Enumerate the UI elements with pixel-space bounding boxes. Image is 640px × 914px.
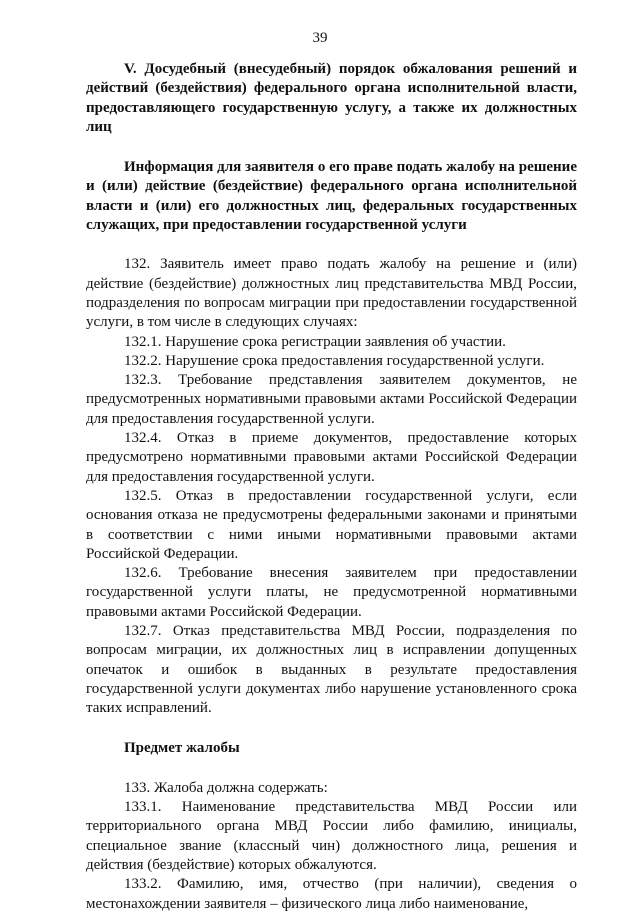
paragraph-133-1: 133.1. Наименование представительства МВД России или территориального органа МВД России либо фамилию, инициалы, специальное звание (классный чин) должностного лица, решения и действия (бездействие) которых обжалуются. [86,799,577,873]
complaint-subject-heading: Предмет жалобы [124,739,240,756]
paragraph-132: 132. Заявитель имеет право подать жалобу на решение и (или) действие (бездействие) должностных лиц представительства МВД России, подразделения по вопросам миграции при предоставлении государственной услуги, в том числе в следующих случаях: [86,256,577,331]
info-heading: Информация для заявителя о его праве подать жалобу на решение и (или) действие (бездействие) федерального органа исполнительной власти и (или) его должностных лиц, федеральных государственных служащих, при предоставлении государственной услуги [86,159,577,234]
paragraph-132-2: 132.2. Нарушение срока предоставления государственной услуги. [124,352,545,369]
section-heading: V. Досудебный (внесудебный) порядок обжалования решений и действий (бездействия) федерального органа исполнительной власти, предоставляющего государственную услугу, а также их должностных лиц [86,61,577,135]
paragraph-132-6: 132.6. Требование внесения заявителем при предоставлении государственной услуги платы, не предусмотренной нормативными правовыми актами Российской Федерации. [86,565,577,620]
paragraph-132-4: 132.4. Отказ в приеме документов, предоставление которых предусмотрено нормативными правовыми актами Российской Федерации для предоставления государственной услуги. [86,430,577,485]
page-number: 39 [312,30,328,46]
paragraph-132-7: 132.7. Отказ представительства МВД России, подразделения по вопросам миграции, их должностных лиц в исправлении допущенных опечаток и ошибок в выданных в результате предоставления государственной услуги документах либо нарушение установленного срока таких исправлений. [86,623,577,717]
page-content [86,60,577,914]
paragraph-133: 133. Жалоба должна содержать: [124,779,328,796]
paragraph-132-1: 132.1. Нарушение срока регистрации заявления об участии. [124,333,506,350]
paragraph-133-2: 133.2. Фамилию, имя, отчество (при наличии), сведения о местонахождении заявителя – физического лица либо наименование, [86,876,577,912]
paragraph-132-3: 132.3. Требование представления заявителем документов, не предусмотренных нормативными правовыми актами Российской Федерации для предоставления государственной услуги. [86,372,577,427]
paragraph-132-5: 132.5. Отказ в предоставлении государственной услуги, если основания отказа не предусмотрены федеральными законами и принятыми в соответствии с ними иными нормативными правовыми актами Российской Федерации. [86,487,577,562]
